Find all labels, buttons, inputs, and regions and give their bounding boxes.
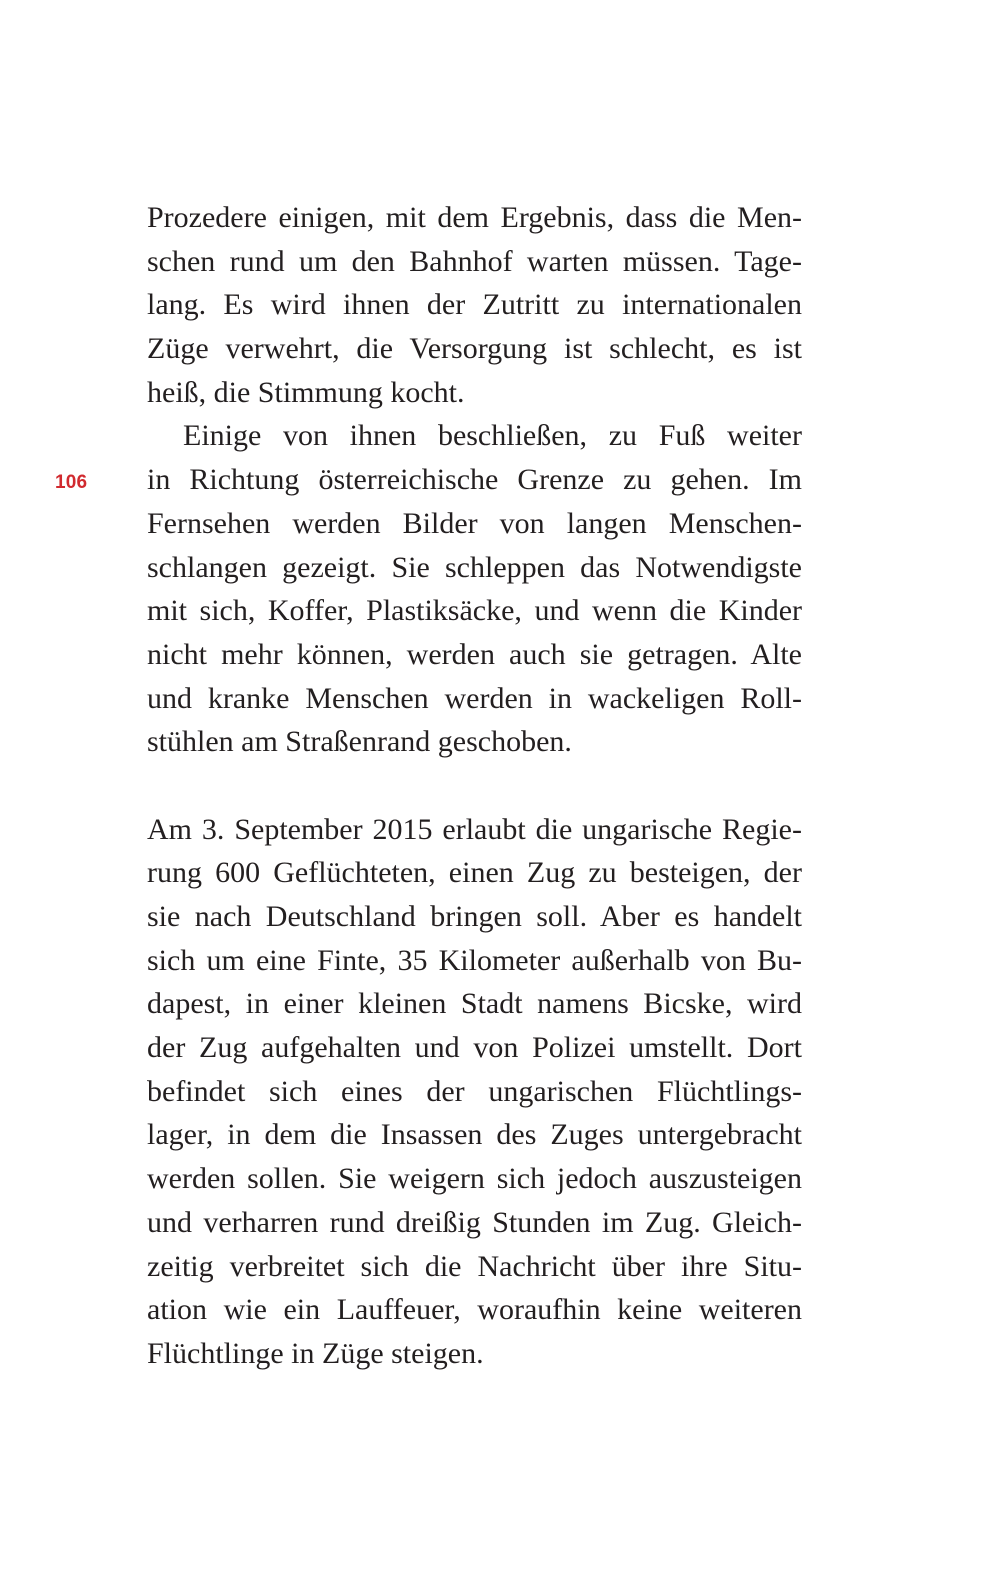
text-line: dapest, in einer kleinen Stadt namens Bicske, wird — [147, 987, 802, 1021]
text-line: zeitig verbreitet sich die Nachricht über ihre Situ- — [147, 1249, 802, 1283]
text-line: rung 600 Geflüchteten, einen Zug zu besteigen, der — [147, 856, 802, 890]
body-text — [147, 196, 802, 1376]
text-line: ation wie ein Lauffeuer, woraufhin keine weiteren — [147, 1293, 802, 1327]
text-line: werden sollen. Sie weigern sich jedoch auszusteigen — [147, 1162, 802, 1196]
text-section — [147, 196, 802, 764]
text-line: und kranke Menschen werden in wackeligen Roll- — [147, 681, 802, 715]
text-line: schlangen gezeigt. Sie schleppen das Notwendigste — [147, 550, 802, 584]
text-line: schen rund um den Bahnhof warten müssen. Tage- — [147, 244, 802, 278]
text-line: in Richtung österreichische Grenze zu gehen. Im — [147, 463, 802, 497]
text-line: sie nach Deutschland bringen soll. Aber es handelt — [147, 900, 802, 933]
text-line: lager, in dem die Insassen des Zuges untergebracht — [147, 1118, 802, 1152]
text-line: der Zug aufgehalten und von Polizei umstellt. Dort — [147, 1031, 802, 1065]
text-line: stühlen am Straßenrand geschoben. — [147, 725, 572, 759]
text-section — [147, 808, 802, 1376]
paragraph — [147, 414, 802, 764]
text-line: mit sich, Koffer, Plastiksäcke, und wenn die Kinder — [147, 594, 802, 628]
text-line: Prozedere einigen, mit dem Ergebnis, dass die Men- — [147, 201, 802, 234]
text-line: sich um eine Finte, 35 Kilometer außerhalb von Bu- — [147, 943, 802, 977]
text-line: Züge verwehrt, die Versorgung ist schlecht, es ist — [147, 332, 802, 366]
text-line: Einige von ihnen beschließen, zu Fuß weiter — [183, 419, 802, 453]
page-number: 106 — [55, 472, 88, 493]
text-line: heiß, die Stimmung kocht. — [147, 375, 465, 409]
text-line: Flüchtlinge in Züge steigen. — [147, 1336, 484, 1370]
text-line: nicht mehr können, werden auch sie getragen. Alte — [147, 637, 802, 671]
paragraph — [147, 808, 802, 1376]
text-line: und verharren rund dreißig Stunden im Zug. Gleich- — [147, 1205, 802, 1239]
text-line: Fernsehen werden Bilder von langen Menschen- — [147, 506, 802, 540]
text-line: befindet sich eines der ungarischen Flüchtlings- — [147, 1074, 802, 1108]
paragraph — [147, 196, 802, 414]
text-line: Am 3. September 2015 erlaubt die ungarische Regie- — [147, 812, 802, 846]
text-line: lang. Es wird ihnen der Zutritt zu internationalen — [147, 288, 802, 322]
